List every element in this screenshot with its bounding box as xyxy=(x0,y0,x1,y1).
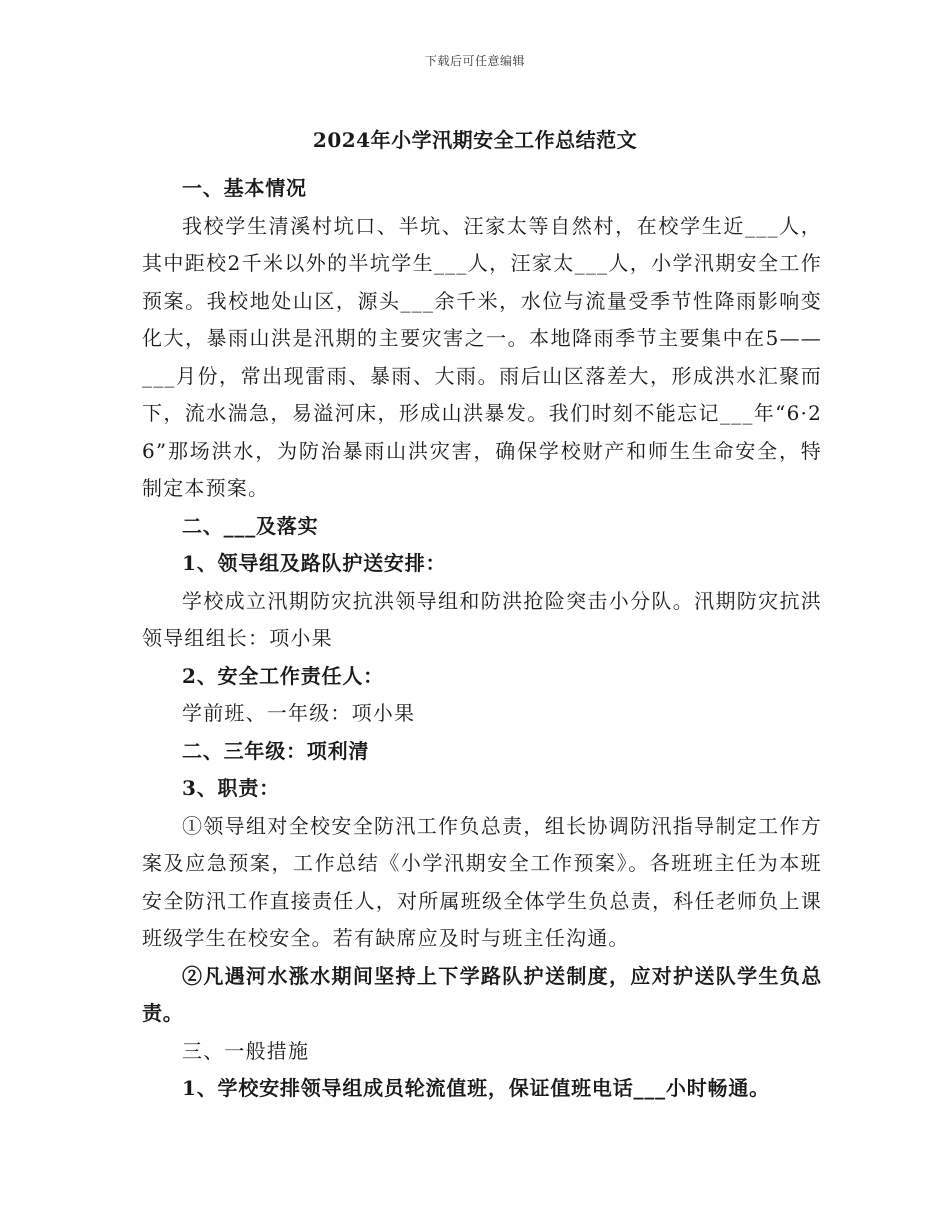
paragraph: 我校学生清溪村坑口、半坑、汪家太等自然村，在校学生近___人，其中距校2千米以外的半坑学生___人，汪家太___人，小学汛期安全工作预案。我校地处山区，源头___余千米，水位与流量受季节性降雨影响变化大，暴雨山洪是汛期的主要灾害之一。本地降雨季节主要集中在5——___月份，常出现雷雨、暴雨、大雨。雨后山区落差大，形成洪水汇聚而下，流水湍急，易溢河床，形成山洪暴发。我们时刻不能忘记___年“6·26”那场洪水，为防治暴雨山洪灾害，确保学校财产和师生生命安全，特制定本预案。 xyxy=(142,213,822,500)
paragraph: 一、基本情况 xyxy=(182,176,307,200)
paragraph: 1、领导组及路队护送安排： xyxy=(182,551,447,575)
paragraph: 学校成立汛期防灾抗洪领导组和防洪抢险突击小分队。汛期防灾抗洪领导组组长：项小果 xyxy=(142,588,822,650)
paragraph: 2、安全工作责任人： xyxy=(182,663,384,688)
paragraph: 二、___及落实 xyxy=(182,513,319,538)
paragraph: 二、三年级：项利清 xyxy=(182,738,370,763)
paragraph: 学前班、一年级：项小果 xyxy=(182,701,416,725)
document-body xyxy=(142,170,822,1108)
paragraph: 3、职责： xyxy=(182,776,280,800)
paragraph: 1、学校安排领导组成员轮流值班，保证值班电话___小时畅通。 xyxy=(182,1076,770,1100)
paragraph: ①领导组对全校安全防汛工作负总责，组长协调防汛指导制定工作方案及应急预案，工作总结《小学汛期安全工作预案》。各班班主任为本班安全防汛工作直接责任人，对所属班级全体学生负总责，科任老师负上课班级学生在校安全。若有缺席应及时与班主任沟通。 xyxy=(142,813,822,950)
paragraph: 三、一般措施 xyxy=(182,1038,310,1063)
page-header-note: 下载后可任意编辑 xyxy=(424,54,525,68)
paragraph: ②凡遇河水涨水期间坚持上下学路队护送制度，应对护送队学生负总责。 xyxy=(142,963,822,1025)
document-title: 2024年小学汛期安全工作总结范文 xyxy=(312,128,638,152)
